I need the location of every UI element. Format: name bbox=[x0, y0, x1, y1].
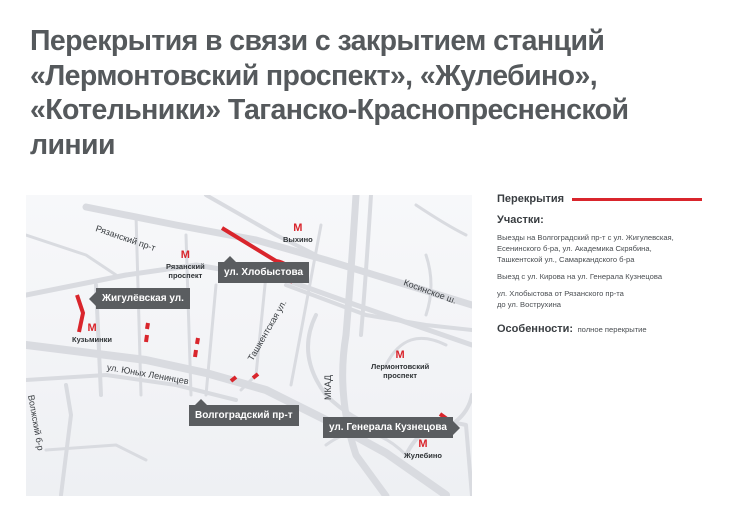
street-label-mkad: МКАД bbox=[323, 374, 333, 400]
metro-icon: М bbox=[395, 349, 405, 361]
legend-panel bbox=[497, 193, 727, 337]
metro-icon: М bbox=[293, 222, 303, 234]
title-line: «Котельники» Таганско-Краснопресненской bbox=[30, 94, 629, 126]
street-label-yunykh-lenintsev: ул. Юных Ленинцев bbox=[106, 362, 190, 387]
metro-station-zhulebino: М Жулебино bbox=[404, 438, 442, 460]
metro-icon: М bbox=[418, 438, 428, 450]
callout-khlobystova: ул. Хлобыстова bbox=[218, 262, 309, 283]
title-line: «Лермонтовский проспект», «Жулебино», bbox=[30, 59, 598, 92]
metro-icon: М bbox=[180, 249, 190, 261]
page-title bbox=[30, 24, 720, 162]
legend-section-item: Выезды на Волгоградский пр-т с ул. Жигулевская, Есенинского б-ра, ул. Академика Скрябина, Ташкентской ул., Самаркандского б-ра bbox=[497, 233, 674, 264]
metro-station-ryazansky-prospekt: М Рязанский проспект bbox=[166, 249, 205, 280]
metro-station-lermontovsky-prospekt: М Лермонтовский проспект bbox=[371, 349, 430, 380]
street-label-tashkentskaya: Ташкентская ул. bbox=[245, 298, 289, 363]
legend-closures-label: Перекрытия bbox=[497, 193, 565, 205]
callout-volgogradsky: Волгоградский пр-т bbox=[189, 405, 299, 426]
legend-sections-title: Участки: bbox=[497, 214, 544, 226]
title-line: линии bbox=[30, 128, 115, 161]
street-label-ryazansky: Рязанский пр-т bbox=[94, 223, 157, 254]
title-line: Перекрытия в связи с закрытием станций bbox=[30, 25, 605, 57]
legend-section-item: Выезд с ул. Кирова на ул. Генерала Кузнецова bbox=[497, 272, 663, 281]
legend-closures bbox=[497, 193, 727, 205]
metro-station-vykhino: М Выхино bbox=[283, 222, 313, 244]
callout-generala-kuznetsova: ул. Генерала Кузнецова bbox=[323, 417, 453, 438]
legend-features-value: полное перекрытие bbox=[577, 325, 647, 334]
legend-closure-line-swatch bbox=[572, 198, 702, 201]
metro-station-kuzminki: М Кузьминки bbox=[72, 322, 113, 344]
legend-section-item: ул. Хлобыстова от Рязанского пр-та до ул. Вострухина bbox=[497, 289, 624, 309]
street-label-volzhsky: Волжский б-р bbox=[26, 394, 46, 452]
metro-icon: М bbox=[87, 322, 97, 334]
legend-features-label: Особенности: bbox=[497, 323, 574, 335]
street-label-kosinskoe: Косинское ш. bbox=[402, 277, 458, 306]
callout-zhigulevskaya: Жигулёвская ул. bbox=[96, 288, 190, 309]
closure-map bbox=[26, 195, 472, 496]
legend-features bbox=[497, 319, 727, 337]
